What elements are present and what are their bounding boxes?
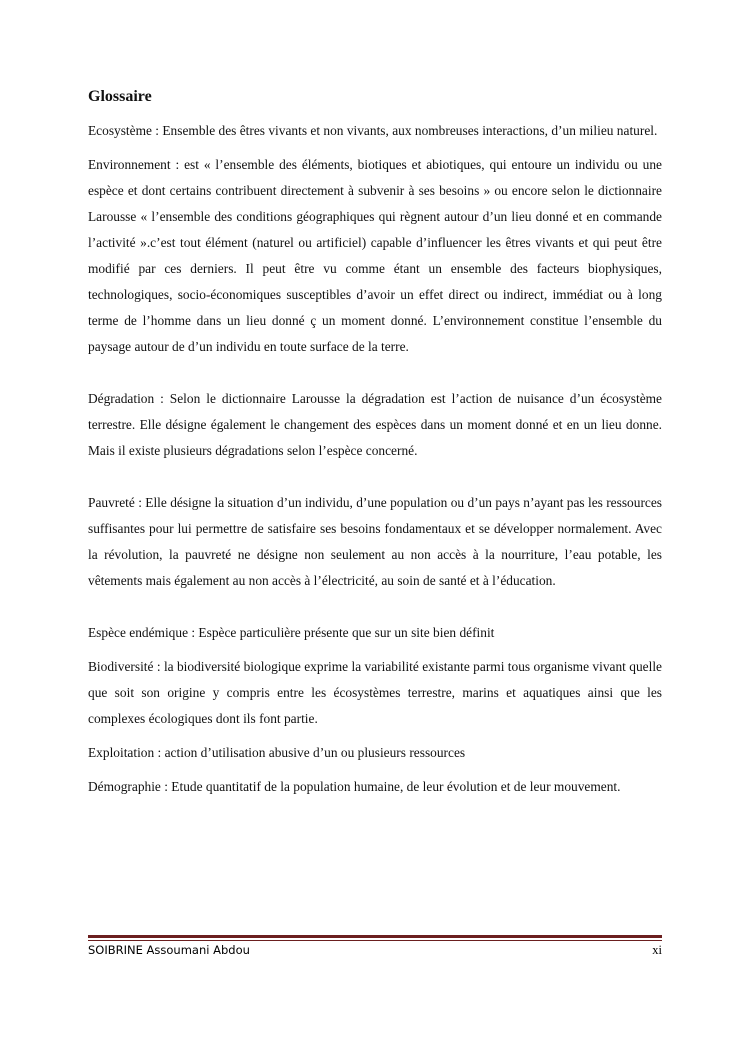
glossary-entry-demographie: Démographie : Etude quantitatif de la population humaine, de leur évolution et de leur mouvement.: [88, 779, 621, 794]
footer-divider: [88, 935, 662, 938]
footer-author: SOIBRINE Assoumani Abdou: [88, 943, 250, 957]
glossary-entry-pauvrete: Pauvreté : Elle désigne la situation d’un individu, d’une population ou d’un pays n’ayant pas les ressources suffisantes pour lui permettre de satisfaire ses besoins fondamentaux et se développer normalement. Avec la révolution, la pauvreté ne désigne non seulement au non accès à la nourriture, l’eau potable, les vêtements mais également au non accès à l’électricité, au soin de santé et à l’éducation.: [88, 495, 662, 588]
footer-divider-thin: [88, 940, 662, 941]
glossary-entry-biodiversite: Biodiversité : la biodiversité biologique exprime la variabilité existante parmi tous organisme vivant quelle que soit son origine y compris entre les écosystèmes terrestre, marins et aquatiques ainsi que les complexes écologiques dont ils font partie.: [88, 659, 662, 726]
document-page: [88, 86, 662, 800]
glossary-entry-degradation: Dégradation : Selon le dictionnaire Larousse la dégradation est l’action de nuisance d’un écosystème terrestre. Elle désigne également le changement des espèces dans un moment donné et en un lieu donne. Mais il existe plusieurs dégradations selon l’espèce concerné.: [88, 391, 662, 458]
glossary-entry-espece-endemique: Espèce endémique : Espèce particulière présente que sur un site bien définit: [88, 625, 495, 640]
glossary-entry-environnement: Environnement : est « l’ensemble des éléments, biotiques et abiotiques, qui entoure un individu ou une espèce et dont certains contribuent directement à subvenir à ses besoins » ou encore selon le dictionnaire Larousse « l’ensemble des conditions géographiques qui règnent autour d’un lieu donné et en commande l’activité ».c’est tout élément (naturel ou artificiel) capable d’influencer les êtres vivants et qui peut être modifié par ces derniers. Il peut être vu comme étant un ensemble des facteurs biophysiques, technologiques, socio-économiques susceptibles d’avoir un effet direct ou indirect, immédiat ou à long terme de l’homme dans un lieu donné ç un moment donné. L’environnement constitue l’ensemble du paysage autour de d’un individu en toute surface de la terre.: [88, 157, 662, 354]
page-number: xi: [652, 943, 662, 957]
glossary-entry-exploitation: Exploitation : action d’utilisation abusive d’un ou plusieurs ressources: [88, 745, 466, 760]
page-title: Glossaire: [88, 88, 152, 105]
glossary-entry-ecosysteme: Ecosystème : Ensemble des êtres vivants et non vivants, aux nombreuses interactions, d’un milieu naturel.: [88, 123, 658, 138]
page-footer: [88, 942, 662, 958]
